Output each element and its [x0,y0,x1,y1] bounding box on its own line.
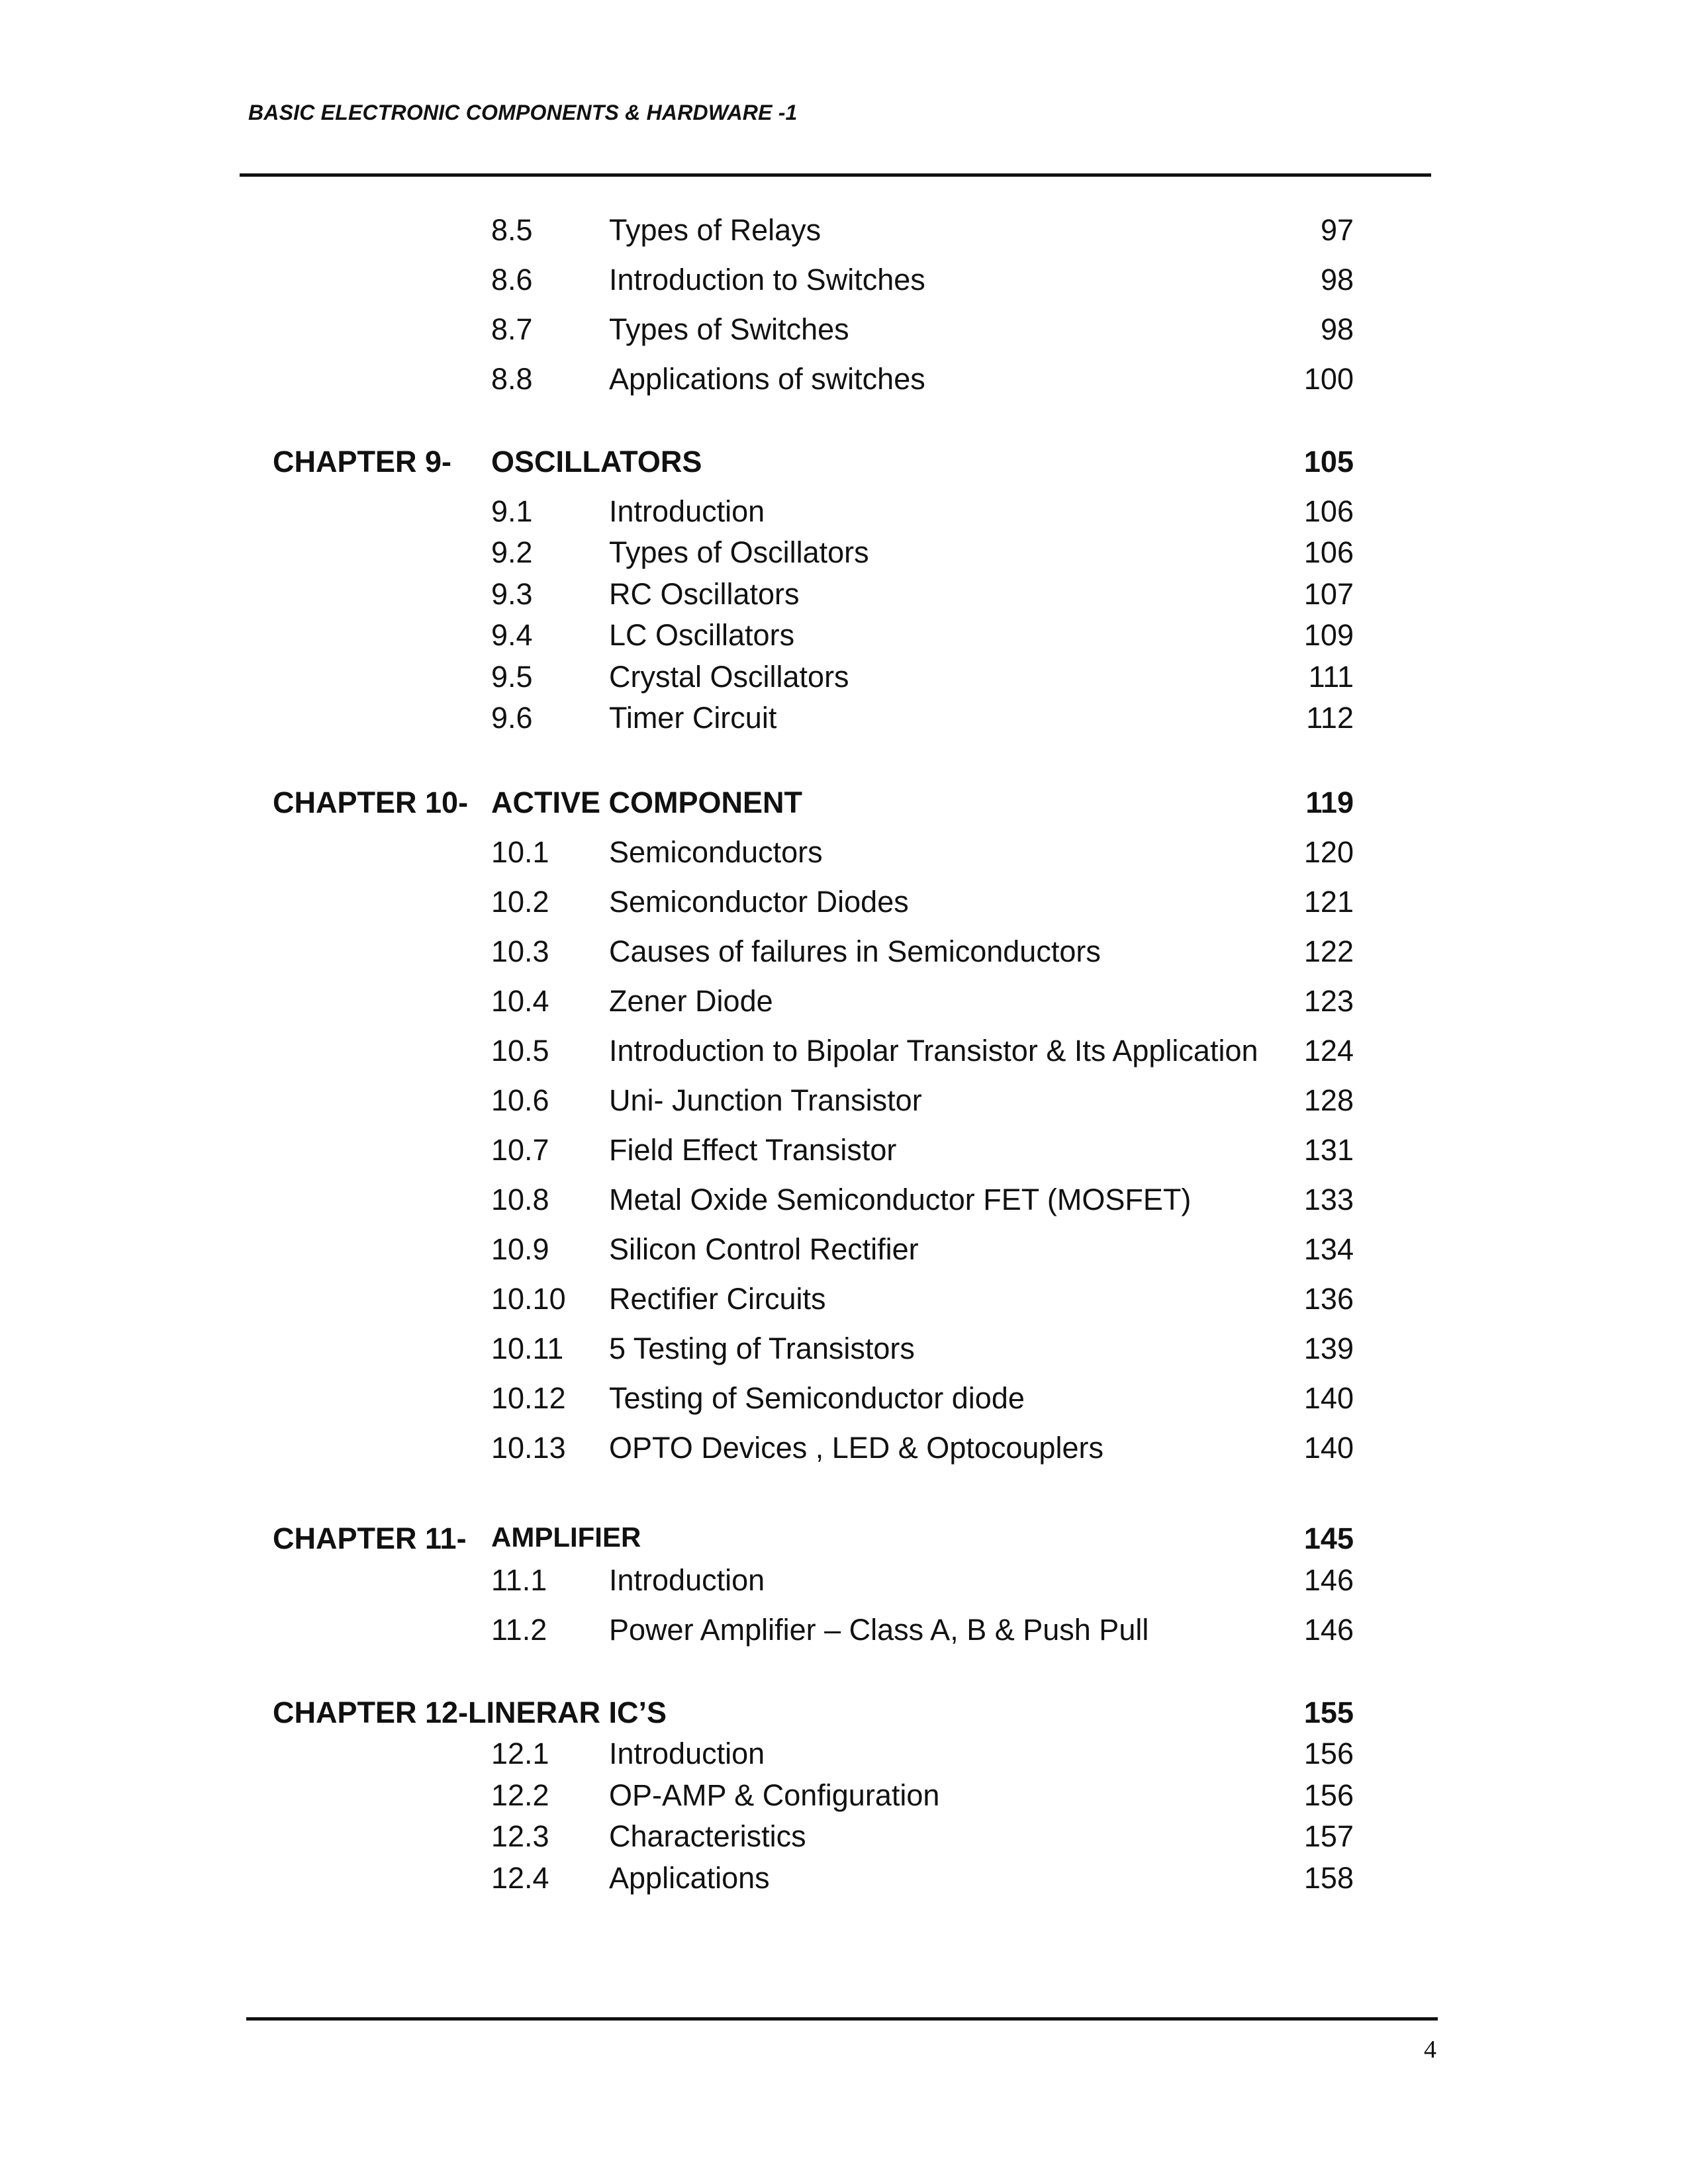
entry-title: Crystal Oscillators [609,660,849,694]
entry-title: Types of Switches [609,312,849,346]
entry-page: 128 [1303,1083,1354,1117]
entry-title: Field Effect Transistor [609,1133,897,1167]
entry-title: Power Amplifier – Class A, B & Push Pull [609,1613,1149,1647]
entry-title: Timer Circuit [609,701,777,735]
chapter-label: CHAPTER 11- [273,1522,467,1555]
toc-entry[interactable] [0,494,1688,534]
toc-entry[interactable] [0,1737,1688,1776]
entry-page: 98 [1320,312,1354,346]
chapter-title: ACTIVE COMPONENT [491,786,803,819]
entry-page: 140 [1303,1431,1354,1465]
footer-divider [246,2017,1438,2021]
entry-page: 107 [1303,577,1354,611]
chapter-heading-11[interactable] [0,1522,1688,1561]
entry-title: Introduction [609,1737,765,1770]
entry-page: 106 [1303,494,1354,528]
chapter-title: AMPLIFIER [491,1522,641,1553]
entry-page: 124 [1303,1034,1354,1068]
entry-number: 11.2 [491,1613,547,1647]
page-number: 4 [1424,2036,1436,2064]
entry-title: Silicon Control Rectifier [609,1232,919,1266]
chapter-label: CHAPTER 9- [273,445,452,478]
entry-number: 10.12 [491,1381,566,1415]
entry-title: Types of Oscillators [609,535,869,569]
entry-title: RC Oscillators [609,577,800,611]
entry-page: 136 [1303,1282,1354,1316]
entry-number: 9.5 [491,660,533,694]
entry-number: 12.2 [491,1778,549,1812]
entry-title: Zener Diode [609,984,773,1018]
entry-number: 10.3 [491,934,549,968]
entry-title: Rectifier Circuits [609,1282,826,1316]
toc-entry[interactable] [0,312,1688,352]
toc-entry[interactable] [0,213,1688,253]
entry-page: 120 [1303,835,1354,869]
toc-entry[interactable] [0,1133,1688,1173]
toc-entry[interactable] [0,263,1688,302]
entry-page: 134 [1303,1232,1354,1266]
chapter-heading-9[interactable] [0,445,1688,484]
toc-entry[interactable] [0,1563,1688,1603]
entry-page: 131 [1303,1133,1354,1167]
toc-entry[interactable] [0,618,1688,658]
toc-entry[interactable] [0,885,1688,925]
chapter-label: CHAPTER 12-LINERAR IC’S [273,1696,667,1729]
entry-page: 140 [1303,1381,1354,1415]
entry-page: 109 [1303,618,1354,652]
entry-page: 98 [1320,263,1354,296]
toc-entry[interactable] [0,1232,1688,1272]
header-divider [240,173,1431,177]
entry-number: 8.7 [491,312,533,346]
toc-entry[interactable] [0,1613,1688,1653]
entry-title: Uni- Junction Transistor [609,1083,922,1117]
toc-entry[interactable] [0,1083,1688,1123]
toc-entry[interactable] [0,362,1688,402]
entry-number: 10.10 [491,1282,566,1316]
entry-title: OPTO Devices , LED & Optocouplers [609,1431,1103,1465]
entry-number: 9.4 [491,618,533,652]
entry-page: 146 [1303,1613,1354,1647]
entry-page: 158 [1303,1861,1354,1895]
toc-entry[interactable] [0,1778,1688,1818]
entry-number: 10.4 [491,984,549,1018]
entry-title: Applications [609,1861,770,1895]
entry-number: 10.5 [491,1034,549,1068]
toc-entry[interactable] [0,934,1688,974]
entry-number: 8.8 [491,362,533,396]
entry-page: 112 [1306,701,1354,735]
entry-number: 10.8 [491,1183,549,1216]
chapter-heading-12[interactable] [0,1696,1688,1735]
entry-title: Causes of failures in Semiconductors [609,934,1101,968]
entry-title: Testing of Semiconductor diode [609,1381,1025,1415]
entry-title: Applications of switches [609,362,925,396]
entry-number: 8.6 [491,263,533,296]
entry-page: 146 [1303,1563,1354,1597]
toc-entry[interactable] [0,984,1688,1024]
entry-title: 5 Testing of Transistors [609,1332,915,1365]
entry-page: 121 [1303,885,1354,919]
toc-entry[interactable] [0,1034,1688,1073]
chapter-page: 119 [1305,786,1354,819]
toc-entry[interactable] [0,1332,1688,1371]
entry-number: 12.4 [491,1861,549,1895]
entry-number: 10.6 [491,1083,549,1117]
toc-entry[interactable] [0,1861,1688,1901]
entry-page: 156 [1303,1737,1354,1770]
entry-number: 10.9 [491,1232,549,1266]
toc-entry[interactable] [0,1819,1688,1859]
entry-page: 111 [1308,660,1354,694]
entry-number: 12.1 [491,1737,549,1770]
entry-number: 11.1 [491,1563,547,1597]
toc-entry[interactable] [0,660,1688,700]
entry-page: 97 [1320,213,1354,247]
entry-number: 8.5 [491,213,533,247]
entry-number: 9.1 [491,494,533,528]
entry-number: 10.11 [491,1332,564,1365]
entry-title: Introduction [609,1563,765,1597]
toc-entry[interactable] [0,1431,1688,1471]
entry-title: Types of Relays [609,213,821,247]
entry-page: 123 [1303,984,1354,1018]
entry-title: OP-AMP & Configuration [609,1778,940,1812]
chapter-page: 105 [1303,445,1354,478]
entry-page: 100 [1303,362,1354,396]
chapter-page: 145 [1303,1522,1354,1555]
entry-page: 133 [1303,1183,1354,1216]
running-header: BASIC ELECTRONIC COMPONENTS & HARDWARE -1 [248,101,798,124]
entry-number: 12.3 [491,1819,549,1853]
entry-page: 156 [1303,1778,1354,1812]
entry-page: 122 [1303,934,1354,968]
entry-number: 10.13 [491,1431,566,1465]
chapter-heading-10[interactable] [0,786,1688,825]
toc-entry[interactable] [0,1381,1688,1421]
entry-page: 106 [1303,535,1354,569]
entry-title: Introduction to Bipolar Transistor & Its Application [609,1034,1258,1068]
entry-number: 10.1 [491,835,549,869]
toc-entry[interactable] [0,577,1688,617]
entry-title: Introduction [609,494,765,528]
toc-entry[interactable] [0,535,1688,575]
entry-title: Semiconductors [609,835,823,869]
entry-title: Characteristics [609,1819,806,1853]
entry-title: Semiconductor Diodes [609,885,909,919]
entry-title: LC Oscillators [609,618,795,652]
entry-number: 9.3 [491,577,533,611]
toc-entry[interactable] [0,1183,1688,1222]
entry-page: 139 [1303,1332,1354,1365]
chapter-title: OSCILLATORS [491,445,702,478]
entry-page: 157 [1303,1819,1354,1853]
toc-entry[interactable] [0,835,1688,875]
entry-title: Metal Oxide Semiconductor FET (MOSFET) [609,1183,1192,1216]
entry-number: 10.7 [491,1133,549,1167]
entry-number: 9.6 [491,701,533,735]
entry-number: 10.2 [491,885,549,919]
entry-number: 9.2 [491,535,533,569]
toc-entry[interactable] [0,1282,1688,1322]
chapter-page: 155 [1303,1696,1354,1729]
chapter-label: CHAPTER 10- [273,786,469,819]
entry-title: Introduction to Switches [609,263,925,296]
toc-entry[interactable] [0,701,1688,741]
